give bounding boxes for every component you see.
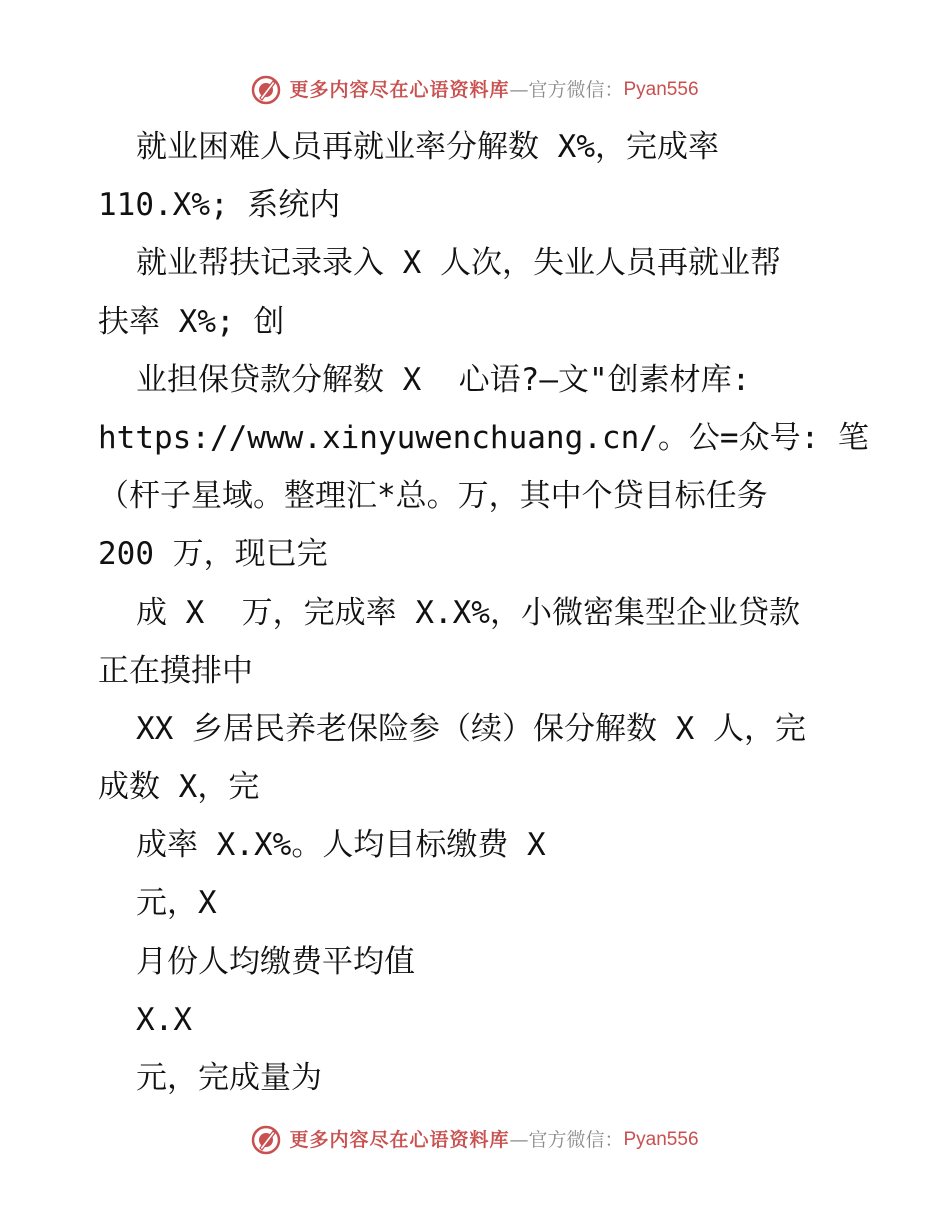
header-wechat-id: Pyan556 xyxy=(623,79,699,100)
body-line: 元，X xyxy=(136,885,217,922)
header-brand-name: 更多内容尽在心语资料库 xyxy=(289,79,510,101)
body-line: 就业困难人员再就业率分解数 X%，完成率 xyxy=(136,129,719,165)
header-wechat-label: 官方微信： xyxy=(528,79,624,101)
body-line: 业担保贷款分解数 X 心语?—文"创素材库: xyxy=(136,361,751,398)
header-watermark xyxy=(0,72,950,108)
body-line: 成 X 万，完成率 X.X%，小微密集型企业贷款 xyxy=(136,594,800,631)
body-line: X.X xyxy=(136,1001,192,1038)
body-line: https://www.xinyuwenchuang.cn/。公=众号: 笔 xyxy=(98,419,869,456)
brand-logo-icon xyxy=(251,75,281,105)
body-line: （杆子星域。整理汇*总。万，其中个贷目标任务 xyxy=(98,478,768,515)
header-separator: — xyxy=(509,79,529,101)
body-line: 扶率 X%; 创 xyxy=(98,303,285,340)
footer-separator: — xyxy=(509,1129,529,1151)
body-line: 元，完成量为 xyxy=(136,1060,322,1096)
body-line: XX 乡居民养老保险参（续）保分解数 X 人，完 xyxy=(136,710,806,747)
footer-watermark xyxy=(0,1122,950,1158)
footer-brand-name: 更多内容尽在心语资料库 xyxy=(289,1129,510,1151)
document-body xyxy=(98,118,888,1107)
body-line: 成数 X，完 xyxy=(98,769,260,806)
body-line: 200 万，现已完 xyxy=(98,536,328,573)
body-line: 正在摸排中 xyxy=(98,652,253,689)
footer-wechat-id: Pyan556 xyxy=(623,1129,699,1150)
footer-wechat-label: 官方微信： xyxy=(528,1129,624,1151)
body-line: 就业帮扶记录录入 X 人次，失业人员再就业帮 xyxy=(136,245,781,282)
body-line: 成率 X.X%。人均目标缴费 X xyxy=(136,827,546,864)
body-line: 月份人均缴费平均值 xyxy=(136,943,415,980)
body-line: 110.X%; 系统内 xyxy=(98,187,341,224)
brand-logo-icon xyxy=(251,1125,281,1155)
